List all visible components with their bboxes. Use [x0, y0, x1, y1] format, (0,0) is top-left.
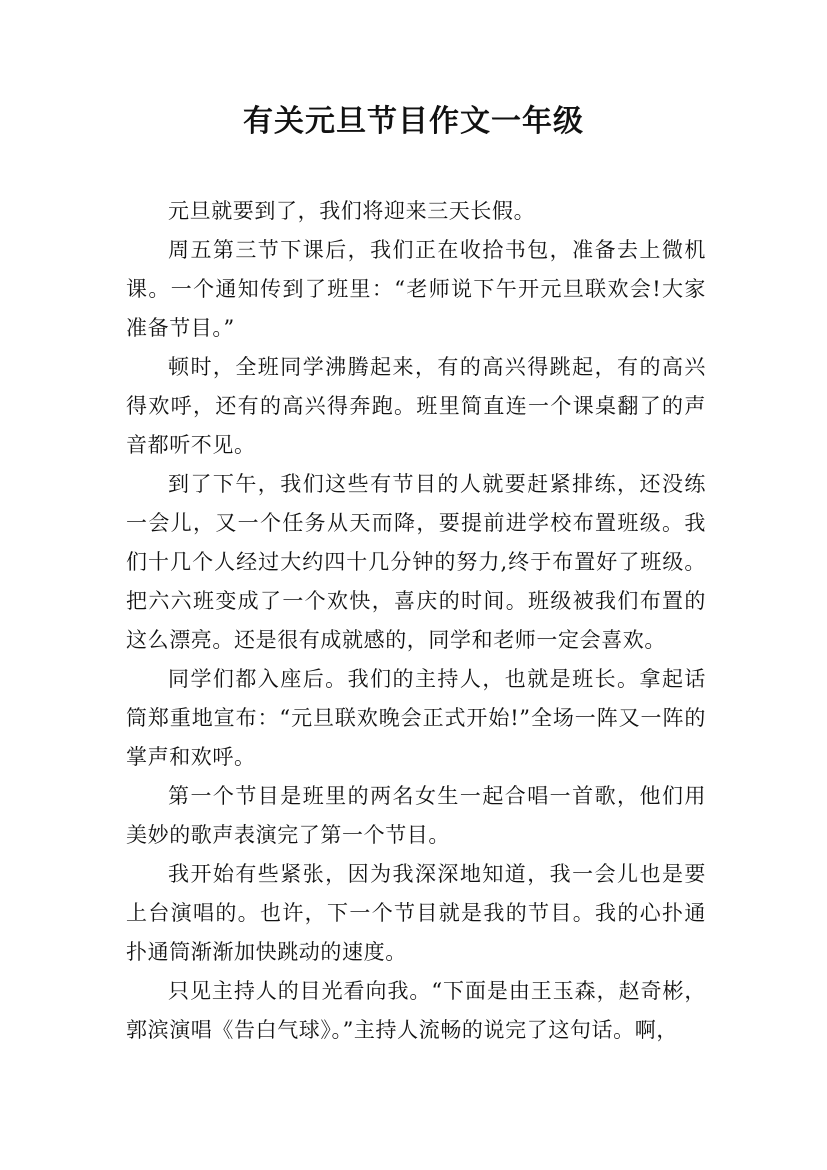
paragraph: 第一个节目是班里的两名女生一起合唱一首歌，他们用美妙的歌声表演完了第一个节目。: [126, 784, 706, 847]
paragraph: 元旦就要到了，我们将迎来三天长假。: [168, 199, 536, 223]
paragraph: 只见主持人的目光看向我。“下面是由王玉森，赵奇彬，郭滨演唱《告白气球》。”主持人流畅的说完了这句话。啊，: [126, 979, 706, 1042]
document-title: 有关元旦节目作文一年级: [243, 104, 584, 139]
paragraph: 同学们都入座后。我们的主持人，也就是班长。拿起话筒郑重地宣布：“元旦联欢晚会正式开始!”全场一阵又一阵的掌声和欢呼。: [126, 667, 706, 769]
document-body: [126, 192, 706, 1050]
paragraph: 到了下午，我们这些有节目的人就要赶紧排练，还没练一会儿，又一个任务从天而降，要提前进学校布置班级。我们十几个人经过大约四十几分钟的努力,终于布置好了班级。把六六班变成了一个欢快，喜庆的时间。班级被我们布置的这么漂亮。还是很有成就感的，同学和老师一定会喜欢。: [126, 472, 706, 652]
paragraph: 顿时，全班同学沸腾起来，有的高兴得跳起，有的高兴得欢呼，还有的高兴得奔跑。班里简直连一个课桌翻了的声音都听不见。: [126, 355, 706, 457]
paragraph: 周五第三节下课后，我们正在收拾书包，准备去上微机课。一个通知传到了班里：“老师说下午开元旦联欢会!大家准备节目。”: [126, 238, 706, 340]
paragraph: 我开始有些紧张，因为我深深地知道，我一会儿也是要上台演唱的。也许，下一个节目就是我的节目。我的心扑通扑通筒渐渐加快跳动的速度。: [126, 862, 706, 964]
